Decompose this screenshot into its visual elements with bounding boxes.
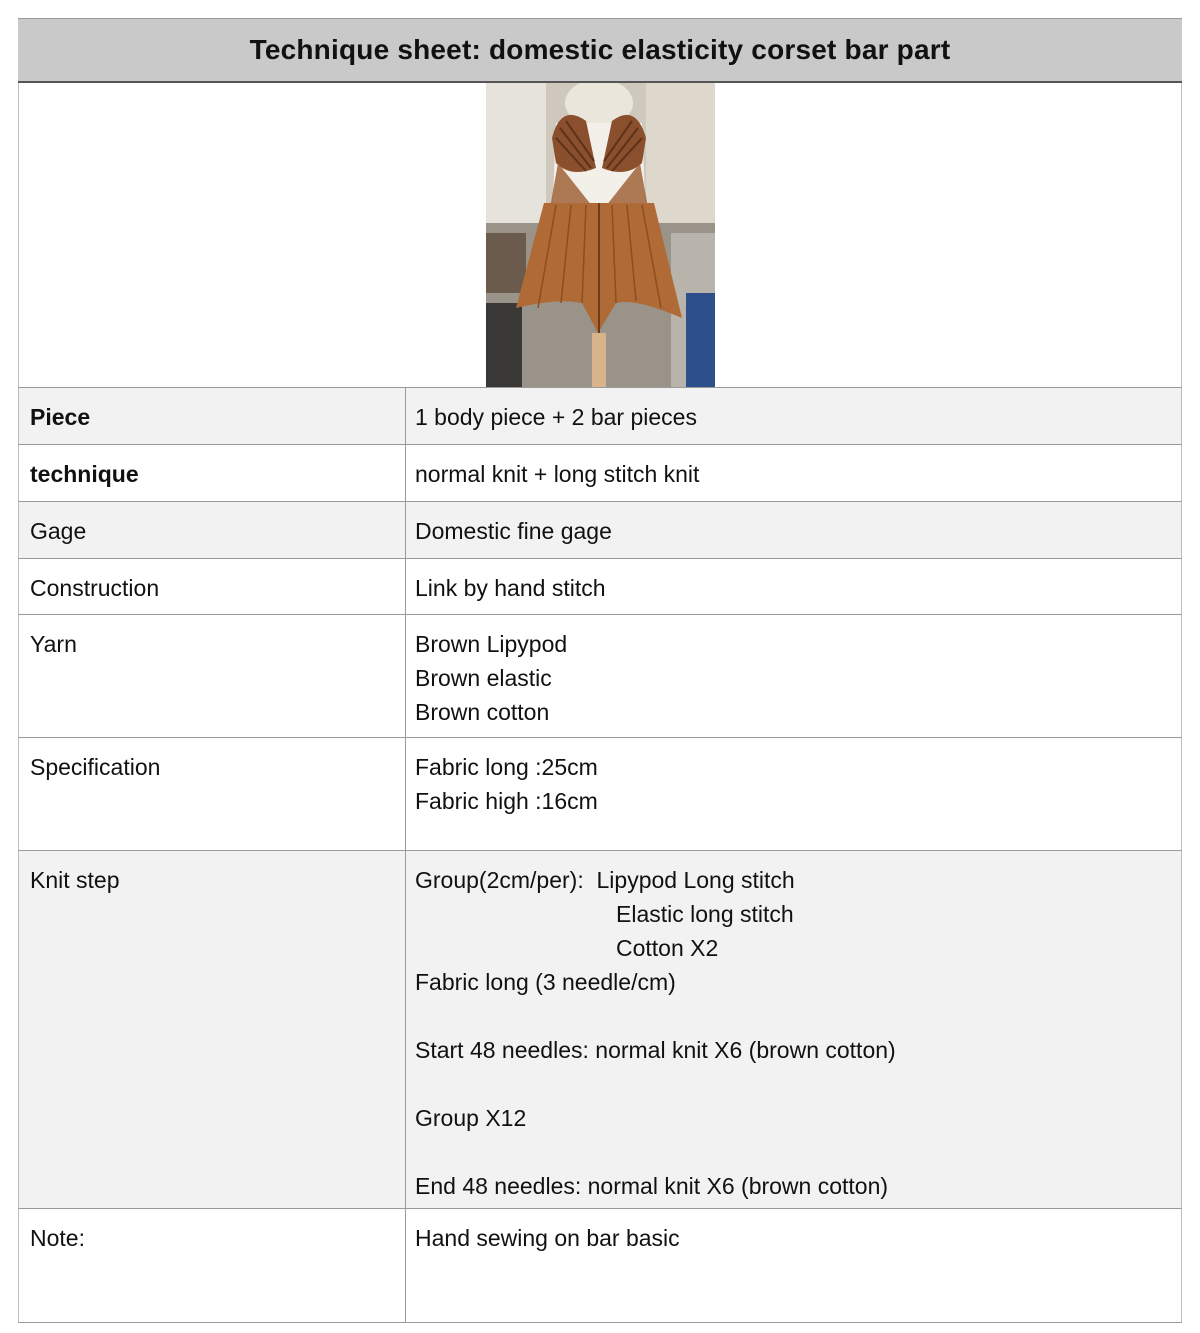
- value-line: [415, 1135, 1181, 1169]
- row-value: [406, 1209, 1181, 1322]
- value-line: 1 body piece + 2 bar pieces: [415, 404, 697, 430]
- row-label: Note:: [19, 1209, 406, 1322]
- row-label: Construction: [19, 559, 406, 614]
- value-line: Link by hand stitch: [415, 575, 606, 601]
- value-line: Brown Lipypod: [415, 631, 568, 657]
- value-line: Brown elastic: [415, 665, 552, 691]
- row-value: [406, 388, 1181, 444]
- row-label: Yarn: [19, 615, 406, 737]
- value-line: Group(2cm/per): Lipypod Long stitch: [415, 867, 795, 893]
- row-value: [406, 738, 1181, 850]
- value-line: Fabric high :16cm: [415, 788, 598, 814]
- value-line: Elastic long stitch: [616, 901, 794, 927]
- value-line: Group X12: [415, 1105, 527, 1131]
- value-line: Cotton X2: [616, 935, 719, 961]
- value-line: normal knit + long stitch knit: [415, 461, 700, 487]
- value-line: [415, 1067, 1181, 1101]
- table-row: [18, 851, 1182, 1209]
- spec-table: [18, 388, 1182, 1323]
- table-row: [18, 559, 1182, 615]
- row-label: Piece: [19, 388, 406, 444]
- value-line: Fabric long :25cm: [415, 754, 598, 780]
- row-label: Gage: [19, 502, 406, 558]
- row-label: Knit step: [19, 851, 406, 1208]
- table-row: [18, 445, 1182, 502]
- value-line: Brown cotton: [415, 699, 550, 725]
- row-value: [406, 445, 1181, 501]
- corset-photo-drawing: [486, 83, 715, 387]
- sheet-title: Technique sheet: domestic elasticity corset bar part: [18, 18, 1182, 83]
- value-line: Hand sewing on bar basic: [415, 1225, 680, 1251]
- value-line: [415, 999, 1181, 1033]
- row-value: [406, 851, 1181, 1208]
- photo-row: [18, 83, 1182, 388]
- value-line: Start 48 needles: normal knit X6 (brown cotton): [415, 1037, 896, 1063]
- corset-photo: [486, 83, 715, 387]
- table-row: [18, 502, 1182, 559]
- table-row: [18, 388, 1182, 445]
- row-value: [406, 615, 1181, 737]
- value-line: Domestic fine gage: [415, 518, 612, 544]
- value-line: Fabric long (3 needle/cm): [415, 969, 676, 995]
- table-row: [18, 615, 1182, 738]
- row-value: [406, 559, 1181, 614]
- row-label: technique: [19, 445, 406, 501]
- table-row: [18, 1209, 1182, 1323]
- row-value: [406, 502, 1181, 558]
- technique-sheet: [18, 18, 1182, 1323]
- row-label: Specification: [19, 738, 406, 850]
- table-row: [18, 738, 1182, 851]
- value-line: End 48 needles: normal knit X6 (brown cotton): [415, 1173, 889, 1199]
